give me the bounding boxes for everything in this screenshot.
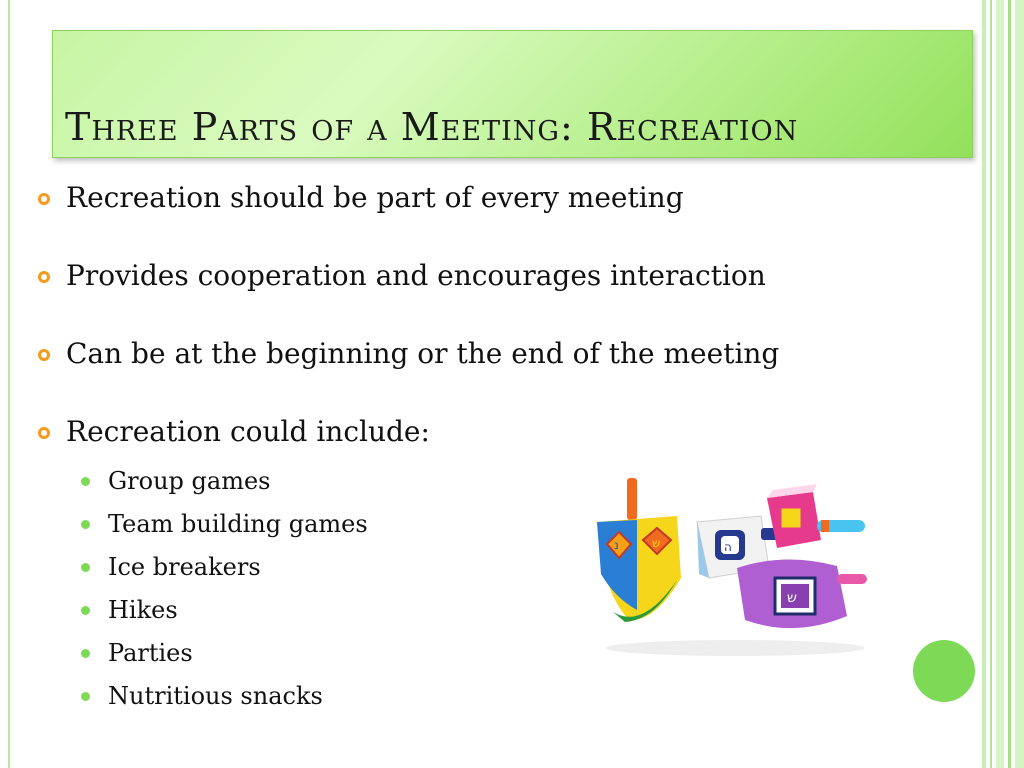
dreidels-image bbox=[585, 470, 875, 660]
title-banner bbox=[52, 30, 973, 158]
bullet-dot-icon bbox=[81, 563, 90, 572]
bullet-item bbox=[36, 256, 916, 296]
left-border-line bbox=[8, 0, 10, 768]
bullet-list bbox=[36, 178, 916, 456]
bullet-ring-icon bbox=[38, 349, 50, 361]
sub-bullet-item bbox=[78, 546, 368, 589]
sub-bullet-text: Team building games bbox=[108, 510, 368, 538]
svg-text:ש: ש bbox=[787, 590, 797, 606]
green-accent-circle bbox=[913, 640, 975, 702]
svg-text:נ: נ bbox=[614, 538, 619, 552]
bullet-text: Provides cooperation and encourages interaction bbox=[66, 259, 766, 292]
svg-text:ש: ש bbox=[652, 536, 661, 550]
bullet-dot-icon bbox=[81, 606, 90, 615]
sub-bullet-text: Ice breakers bbox=[108, 553, 261, 581]
bullet-ring-icon bbox=[38, 271, 50, 283]
right-decorative-stripes bbox=[982, 0, 1024, 768]
bullet-dot-icon bbox=[81, 692, 90, 701]
slide-title: Three Parts of a Meeting: Recreation bbox=[65, 105, 799, 149]
sub-bullet-text: Group games bbox=[108, 467, 271, 495]
sub-bullet-item bbox=[78, 589, 368, 632]
bullet-dot-icon bbox=[81, 520, 90, 529]
sub-bullet-text: Nutritious snacks bbox=[108, 682, 323, 710]
sub-bullet-item bbox=[78, 460, 368, 503]
bullet-item bbox=[36, 412, 916, 452]
sub-bullet-item bbox=[78, 503, 368, 546]
bullet-ring-icon bbox=[38, 427, 50, 439]
bullet-item bbox=[36, 178, 916, 218]
svg-text:ה: ה bbox=[724, 540, 732, 554]
sub-bullet-item bbox=[78, 632, 368, 675]
bullet-ring-icon bbox=[38, 193, 50, 205]
bullet-dot-icon bbox=[81, 649, 90, 658]
sub-bullet-text: Parties bbox=[108, 639, 193, 667]
bullet-text: Can be at the beginning or the end of the meeting bbox=[66, 337, 780, 370]
bullet-text: Recreation should be part of every meeting bbox=[66, 181, 684, 214]
sub-bullet-list bbox=[78, 460, 368, 718]
bullet-item bbox=[36, 334, 916, 374]
sub-bullet-text: Hikes bbox=[108, 596, 178, 624]
sub-bullet-item bbox=[78, 675, 368, 718]
bullet-dot-icon bbox=[81, 477, 90, 486]
bullet-text: Recreation could include: bbox=[66, 415, 430, 448]
